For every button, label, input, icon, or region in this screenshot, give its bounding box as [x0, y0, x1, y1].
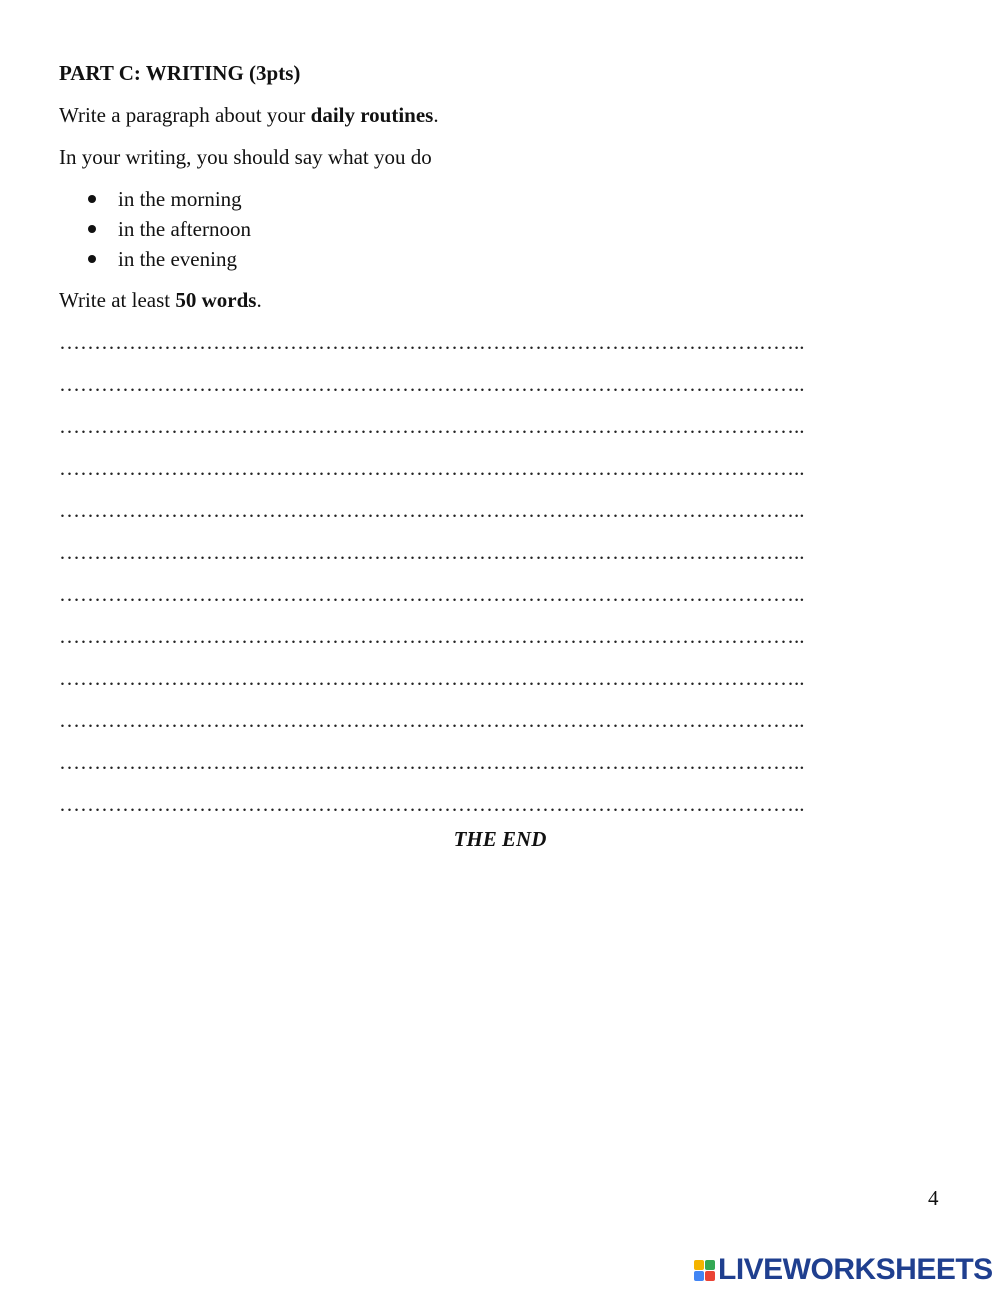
logo-tile: [705, 1260, 715, 1270]
answer-line-dots: ……………………………………………………………………………………………..: [59, 624, 805, 648]
answer-line-dots: ……………………………………………………………………………………………..: [59, 498, 805, 522]
bullet-text: in the morning: [118, 187, 242, 211]
answer-line[interactable]: [59, 370, 943, 412]
answer-line[interactable]: [59, 790, 943, 832]
bullet-item: [59, 216, 251, 246]
answer-line-dots: ……………………………………………………………………………………………..: [59, 414, 805, 438]
answer-line-dots: ……………………………………………………………………………………………..: [59, 540, 805, 564]
answer-line[interactable]: [59, 496, 943, 538]
answer-area[interactable]: [59, 328, 943, 832]
task-topic: daily routines: [310, 103, 434, 127]
answer-line[interactable]: [59, 706, 943, 748]
bullet-item: [59, 246, 251, 276]
bullet-item: [59, 186, 251, 216]
word-requirement: [59, 288, 262, 312]
task-prompt: In your writing, you should say what you do: [59, 145, 432, 169]
logo-tile: [705, 1271, 715, 1281]
answer-line[interactable]: [59, 538, 943, 580]
answer-line-dots: ……………………………………………………………………………………………..: [59, 792, 805, 816]
answer-line-dots: ……………………………………………………………………………………………..: [59, 582, 805, 606]
word-count: 50 words: [175, 288, 257, 312]
liveworksheets-logo: [694, 1254, 993, 1286]
the-end-label: THE END: [453, 827, 547, 851]
answer-line-dots: ……………………………………………………………………………………………..: [59, 456, 805, 480]
bullet-icon: [88, 225, 96, 233]
answer-line[interactable]: [59, 622, 943, 664]
section-heading: PART C: WRITING (3pts): [59, 61, 301, 85]
bullet-text: in the afternoon: [118, 217, 251, 241]
bullet-icon: [88, 195, 96, 203]
answer-line[interactable]: [59, 580, 943, 622]
answer-line-dots: ……………………………………………………………………………………………..: [59, 372, 805, 396]
answer-line-dots: ……………………………………………………………………………………………..: [59, 750, 805, 774]
answer-line[interactable]: [59, 454, 943, 496]
logo-text: LIVEWORKSHEETS: [718, 1253, 993, 1286]
answer-line-dots: ……………………………………………………………………………………………..: [59, 708, 805, 732]
task-instruction-text: Write a paragraph about your: [59, 103, 311, 127]
logo-tile: [694, 1260, 704, 1270]
bullet-icon: [88, 255, 96, 263]
word-requirement-end: .: [256, 288, 262, 312]
answer-line[interactable]: [59, 412, 943, 454]
logo-icon: [694, 1260, 715, 1281]
task-instruction: [59, 103, 439, 127]
answer-line[interactable]: [59, 748, 943, 790]
task-instruction-end: .: [433, 103, 439, 127]
logo-tile: [694, 1271, 704, 1281]
answer-line[interactable]: [59, 328, 943, 370]
page-number: 4: [928, 1186, 939, 1210]
word-requirement-text: Write at least: [59, 288, 176, 312]
answer-line[interactable]: [59, 664, 943, 706]
answer-line-dots: ……………………………………………………………………………………………..: [59, 666, 805, 690]
bullet-text: in the evening: [118, 247, 237, 271]
answer-line-dots: ……………………………………………………………………………………………..: [59, 330, 805, 354]
bullet-list: [59, 186, 251, 276]
